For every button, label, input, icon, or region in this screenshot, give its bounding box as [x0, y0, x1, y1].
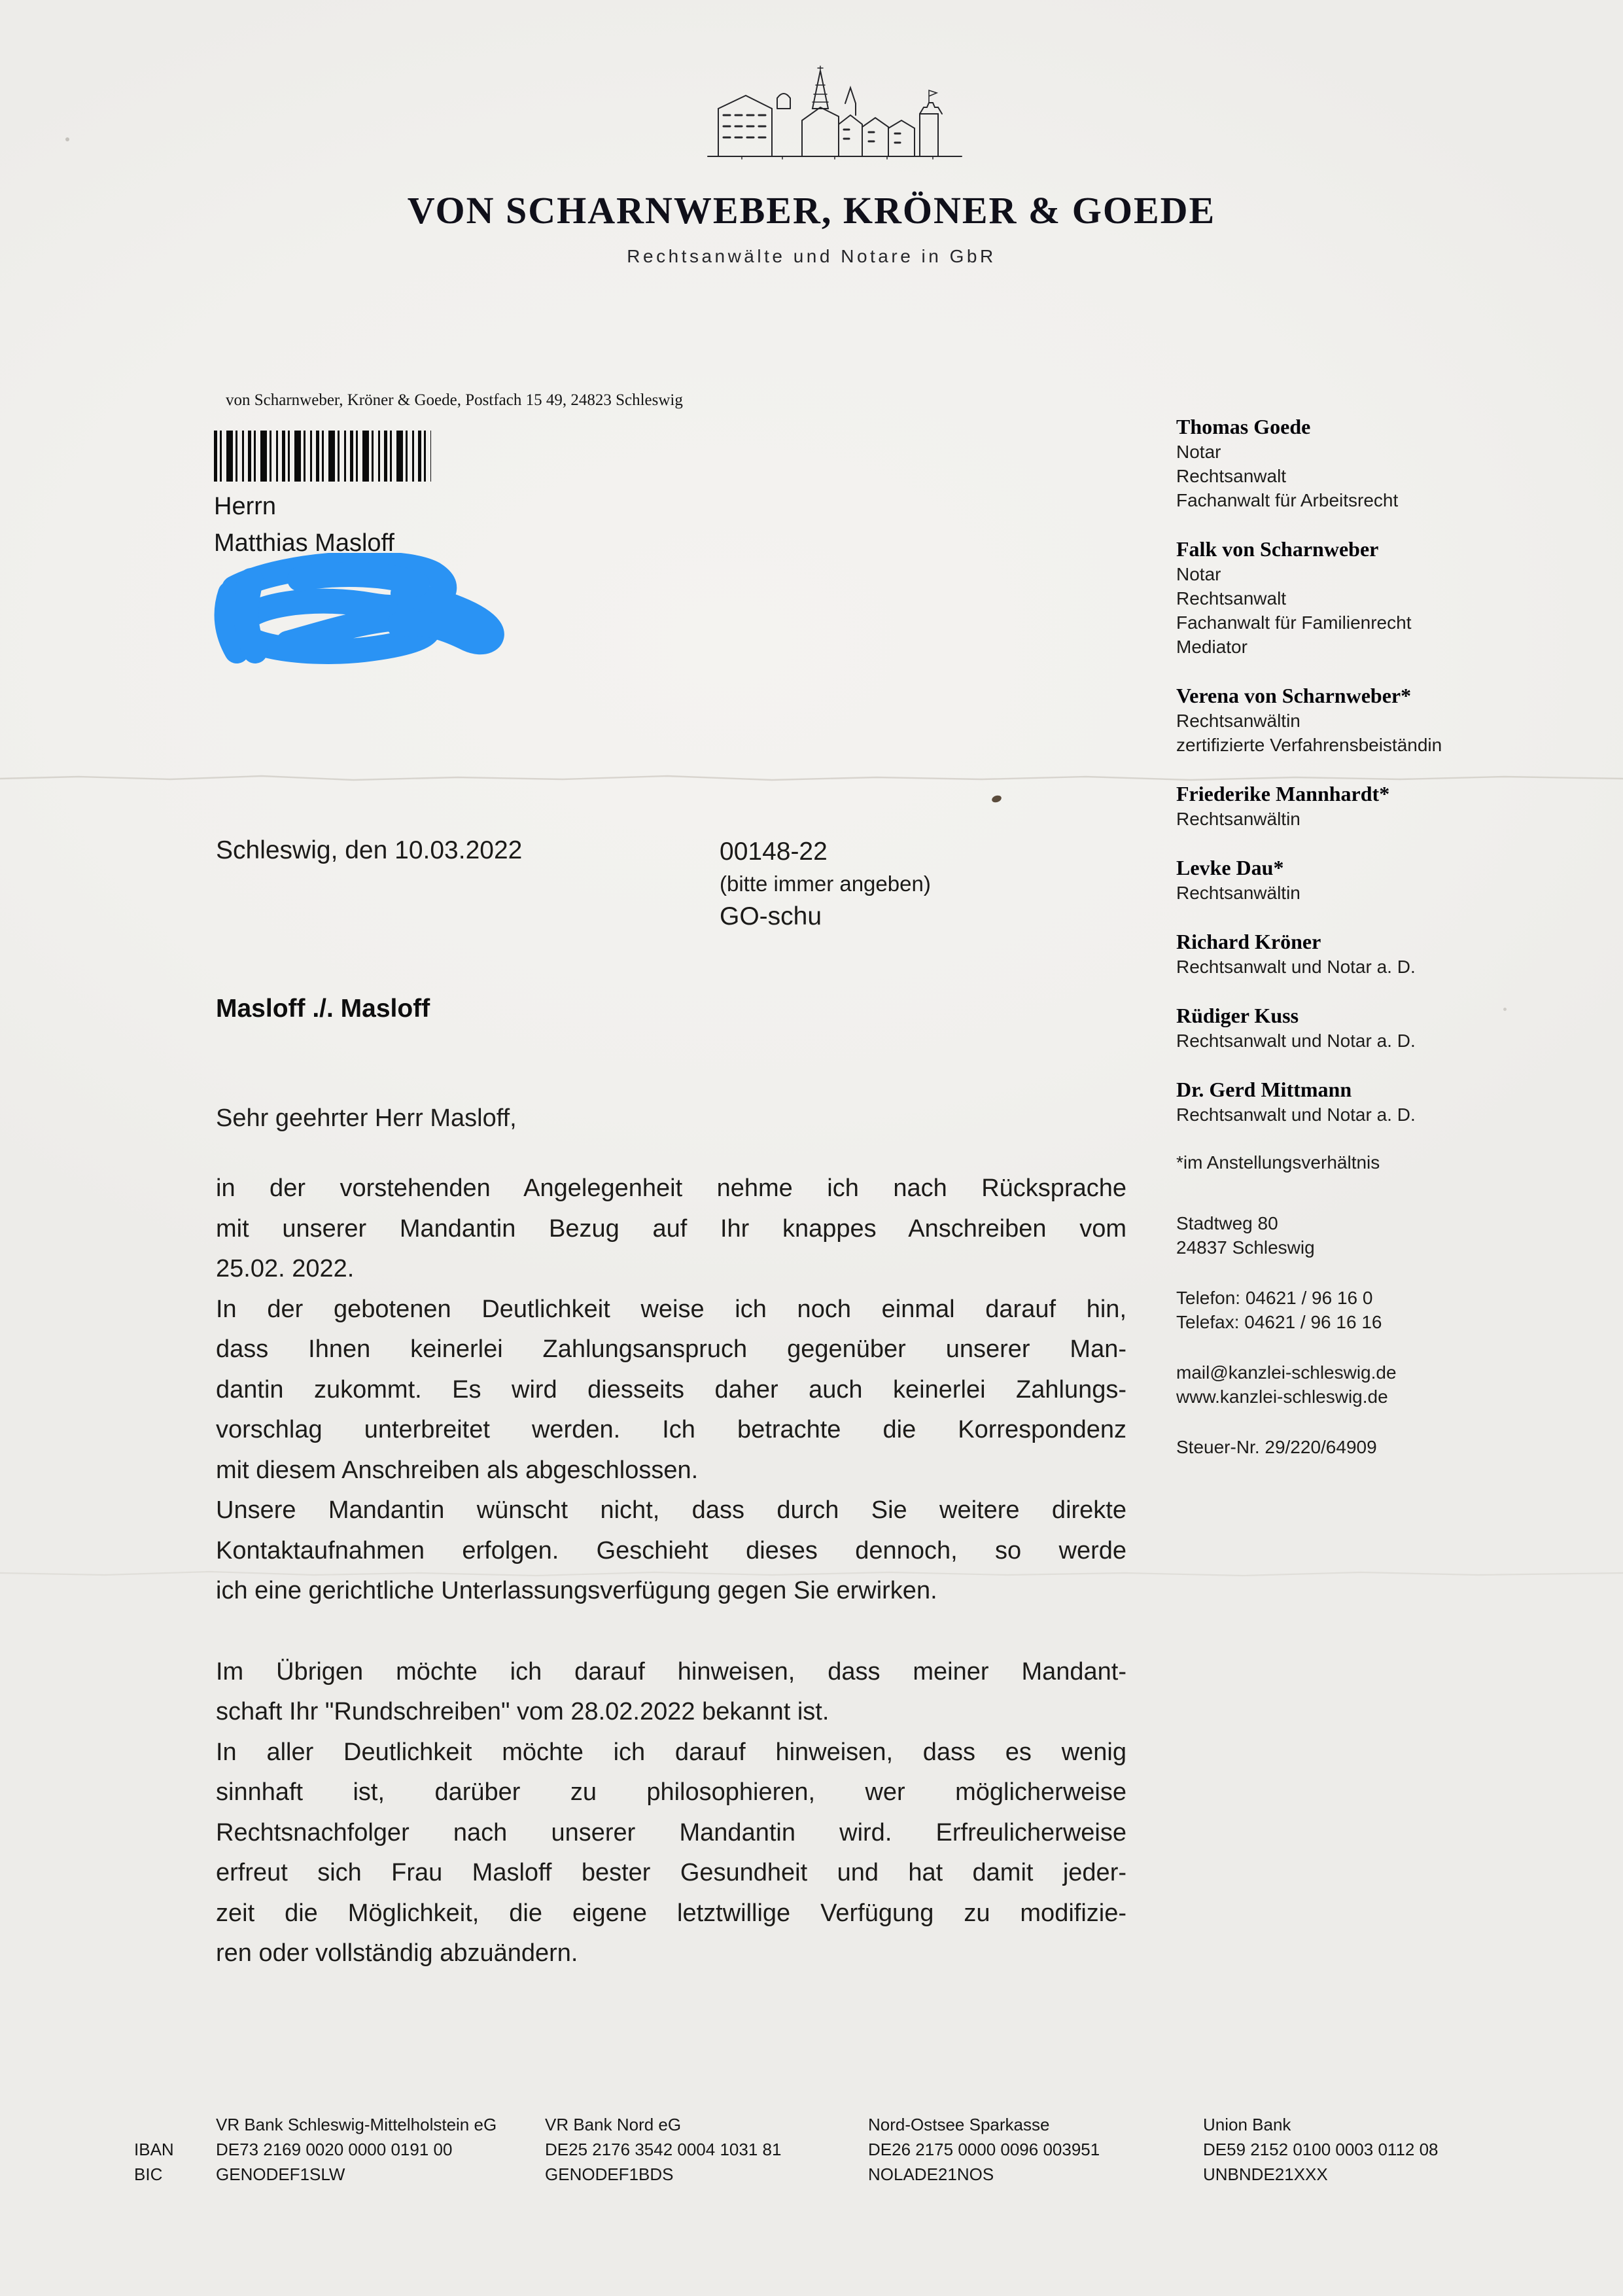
- bank-column: [868, 2112, 1189, 2187]
- body-line: ich eine gerichtliche Unterlassungsverfügung gegen Sie erwirken.: [216, 1577, 937, 1604]
- attorney-role: Rechtsanwalt und Notar a. D.: [1176, 1104, 1416, 1125]
- attorney-role: Rechtsanwalt und Notar a. D.: [1176, 957, 1416, 977]
- attorney-role: Mediator: [1176, 637, 1248, 657]
- ink-speck: [991, 794, 1002, 804]
- attorney-name: Falk von Scharnweber: [1176, 537, 1379, 561]
- reference-block: [720, 836, 931, 933]
- body-line: dantin zukommt. Es wird diesseits daher auch keinerlei Zahlungs-: [216, 1375, 1126, 1404]
- bank-column: [1203, 2112, 1524, 2187]
- email-address: mail@kanzlei-schleswig.de: [1176, 1362, 1397, 1383]
- bank-name: VR Bank Schleswig-Mittelholstein eG: [216, 2115, 497, 2134]
- bank-iban: DE26 2175 0000 0096 003951: [868, 2140, 1100, 2159]
- bank-iban: DE73 2169 0020 0000 0191 00: [216, 2140, 453, 2159]
- body-line: schaft Ihr "Rundschreiben" vom 28.02.2022 bekannt ist.: [216, 1698, 829, 1725]
- attorney-role: Rechtsanwältin: [1176, 809, 1300, 829]
- attorney-role: Rechtsanwalt: [1176, 466, 1287, 486]
- body-line: Kontaktaufnahmen erfolgen. Geschieht dieses dennoch, so werde: [216, 1536, 1126, 1564]
- attorney-role: Rechtsanwältin: [1176, 711, 1300, 731]
- body-line: zeit die Möglichkeit, die eigene letztwillige Verfügung zu modifizie-: [216, 1899, 1126, 1927]
- bank-name: Union Bank: [1203, 2115, 1291, 2134]
- attorney-entry: [1176, 928, 1556, 979]
- attorney-entry: [1176, 536, 1556, 659]
- office-phones: [1176, 1286, 1556, 1334]
- attorney-name: Rüdiger Kuss: [1176, 1004, 1299, 1027]
- file-number: 00148-22: [720, 838, 828, 866]
- attorney-name: Friederike Mannhardt*: [1176, 782, 1390, 805]
- fax-line: Telefax: 04621 / 96 16 16: [1176, 1312, 1382, 1332]
- recipient-salutation: Herrn: [214, 493, 277, 520]
- bank-column: [545, 2112, 865, 2187]
- attorney-entry: [1176, 414, 1556, 512]
- body-line: In der gebotenen Deutlichkeit weise ich noch einmal darauf hin,: [216, 1295, 1126, 1323]
- salutation-line: Sehr geehrter Herr Masloff,: [216, 1104, 517, 1132]
- body-line: mit diesem Anschreiben als abgeschlossen.: [216, 1456, 699, 1484]
- attorney-entry: [1176, 1002, 1556, 1053]
- body-line: ren oder vollständig abzuändern.: [216, 1939, 578, 1967]
- body-line: sinnhaft ist, darüber zu philosophieren, wer möglicherweise: [216, 1778, 1126, 1806]
- attorney-name: Dr. Gerd Mittmann: [1176, 1078, 1352, 1101]
- attorney-role: Fachanwalt für Arbeitsrecht: [1176, 490, 1399, 510]
- office-web: [1176, 1360, 1556, 1409]
- attorney-role: Notar: [1176, 442, 1221, 462]
- attorney-name: Thomas Goede: [1176, 415, 1311, 438]
- mail-barcode: [214, 431, 431, 482]
- office-address: [1176, 1211, 1556, 1260]
- bank-column: [216, 2112, 536, 2187]
- redaction-scribble: [208, 553, 509, 667]
- attorney-entry: [1176, 855, 1556, 905]
- dust-speck: [65, 137, 69, 141]
- phone-line: Telefon: 04621 / 96 16 0: [1176, 1288, 1373, 1308]
- date-line: Schleswig, den 10.03.2022: [216, 836, 523, 864]
- website-address: www.kanzlei-schleswig.de: [1176, 1386, 1388, 1407]
- attorney-role: Rechtsanwältin: [1176, 883, 1300, 903]
- attorney-role: Rechtsanwalt: [1176, 588, 1287, 609]
- bank-name: VR Bank Nord eG: [545, 2115, 682, 2134]
- file-number-note: (bitte immer angeben): [720, 872, 931, 896]
- body-line: vorschlag unterbreitet werden. Ich betrachte die Korrespondenz: [216, 1416, 1126, 1443]
- attorney-name: Richard Kröner: [1176, 930, 1321, 953]
- address-city: 24837 Schleswig: [1176, 1237, 1315, 1258]
- letterhead-skyline-image: [704, 64, 966, 162]
- tax-number: [1176, 1435, 1556, 1459]
- bank-name: Nord-Ostsee Sparkasse: [868, 2115, 1050, 2134]
- recipient-name: Matthias Masloff: [214, 529, 394, 557]
- firm-subtitle: Rechtsanwälte und Notare in GbR: [627, 246, 996, 266]
- attorney-role: Rechtsanwalt und Notar a. D.: [1176, 1031, 1416, 1051]
- firm-name: VON SCHARNWEBER, KRÖNER & GOEDE: [407, 189, 1216, 232]
- letterhead-sidebar: [1176, 414, 1556, 1459]
- body-line: mit unserer Mandantin Bezug auf Ihr knappes Anschreiben vom: [216, 1214, 1126, 1243]
- bank-bic: GENODEF1SLW: [216, 2164, 345, 2184]
- attorney-entry: [1176, 1076, 1556, 1127]
- body-line: Rechtsnachfolger nach unserer Mandantin wird. Erfreulicherweise: [216, 1818, 1126, 1846]
- iban-label: IBAN: [134, 2140, 174, 2159]
- attorney-name: Verena von Scharnweber*: [1176, 684, 1412, 707]
- subject-line: Masloff ./. Masloff: [216, 995, 430, 1023]
- letter-body: [216, 1169, 1126, 1974]
- attorney-role: Notar: [1176, 564, 1221, 584]
- address-street: Stadtweg 80: [1176, 1213, 1278, 1233]
- bank-bic: GENODEF1BDS: [545, 2164, 674, 2184]
- body-line: In aller Deutlichkeit möchte ich darauf hinweisen, dass es wenig: [216, 1738, 1126, 1766]
- clerk-code: GO-schu: [720, 902, 822, 930]
- attorney-entry: [1176, 781, 1556, 831]
- body-line: 25.02. 2022.: [216, 1255, 355, 1282]
- body-line: Im Übrigen möchte ich darauf hinweisen, dass meiner Mandant-: [216, 1657, 1126, 1686]
- bank-iban: DE25 2176 3542 0004 1031 81: [545, 2140, 782, 2159]
- bic-label: BIC: [134, 2164, 163, 2184]
- attorney-name: Levke Dau*: [1176, 856, 1284, 879]
- attorney-role: Fachanwalt für Familienrecht: [1176, 612, 1412, 633]
- attorney-role: zertifizierte Verfahrensbeiständin: [1176, 735, 1442, 755]
- body-line: in der vorstehenden Angelegenheit nehme ich nach Rücksprache: [216, 1174, 1126, 1202]
- paragraph-gap: [216, 1612, 1126, 1652]
- body-line: Unsere Mandantin wünscht nicht, dass durch Sie weitere direkte: [216, 1496, 1126, 1524]
- bank-iban: DE59 2152 0100 0003 0112 08: [1203, 2140, 1439, 2159]
- tax-number-line: Steuer-Nr. 29/220/64909: [1176, 1437, 1377, 1457]
- body-line: erfreut sich Frau Masloff bester Gesundheit und hat damit jeder-: [216, 1859, 1126, 1886]
- return-address-line: von Scharnweber, Kröner & Goede, Postfach 15 49, 24823 Schleswig: [226, 391, 683, 409]
- footer-row-labels: [134, 2137, 174, 2187]
- attorney-entry: [1176, 682, 1556, 757]
- bank-bic: UNBNDE21XXX: [1203, 2164, 1328, 2184]
- bank-bic: NOLADE21NOS: [868, 2164, 994, 2184]
- employment-note: *im Anstellungsverhältnis: [1176, 1152, 1380, 1173]
- body-line: dass Ihnen keinerlei Zahlungsanspruch gegenüber unserer Man-: [216, 1335, 1126, 1363]
